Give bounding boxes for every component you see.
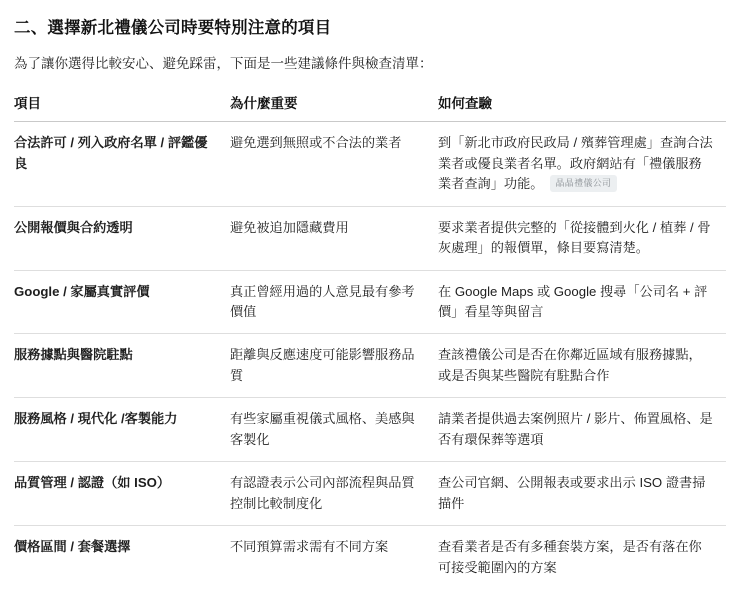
cell-why: 有些家屬重視儀式風格、美感與客製化 <box>230 398 438 462</box>
cell-how: 在 Google Maps 或 Google 搜尋「公司名 + 評價」看星等與留言 <box>438 270 726 334</box>
intro-paragraph: 為了讓你選得比較安心、避免踩雷，下面是一些建議條件與檢查清單： <box>14 56 433 71</box>
cell-how: 查看業者是否有多種套裝方案，是否有落在你可接受範圍內的方案 <box>438 539 702 575</box>
table-body <box>14 122 726 589</box>
table-row <box>14 122 726 206</box>
cell-item: 服務據點與醫院駐點 <box>14 334 230 398</box>
table-row <box>14 526 726 589</box>
cell-item: 合法許可 / 列入政府名單 / 評鑑優良 <box>14 122 230 206</box>
cell-why: 不同預算需求需有不同方案 <box>230 539 389 555</box>
cell-why: 真正曾經用過的人意見最有參考價值 <box>230 270 438 334</box>
cell-how: 要求業者提供完整的「從接體到火化 / 植葬 / 骨灰處理」的報價單，條目要寫清楚。 <box>438 206 726 270</box>
column-header-item: 項目 <box>14 92 230 122</box>
cell-why: 避免被追加隱藏費用 <box>230 206 438 270</box>
cell-item: 公開報價與合約透明 <box>14 206 230 270</box>
page-title: 二、選擇新北禮儀公司時要特別注意的項目 <box>14 19 332 37</box>
cell-why: 距離與反應速度可能影響服務品質 <box>230 334 438 398</box>
table-row <box>14 398 726 462</box>
column-header-why: 為什麼重要 <box>230 92 438 122</box>
cell-how-text: 到「新北市政府民政局 / 殯葬管理處」查詢合法業者或優良業者名單。政府網站有「禮儀服務業者查詢」功能。 <box>438 135 713 192</box>
cell-item: Google / 家屬真實評價 <box>14 270 230 334</box>
cell-why: 有認證表示公司內部流程與品質控制比較制度化 <box>230 462 438 526</box>
checklist-table <box>14 92 726 589</box>
column-header-how: 如何查驗 <box>438 92 726 122</box>
cell-how: 請業者提供過去案例照片 / 影片、佈置風格、是否有環保葬等選項 <box>438 398 726 462</box>
table-head <box>14 92 726 122</box>
table-row <box>14 270 726 334</box>
watermark-badge: 晶晶禮儀公司 <box>550 175 618 192</box>
cell-item: 價格區間 / 套餐選擇 <box>14 539 131 555</box>
table-row <box>14 206 726 270</box>
table-row <box>14 462 726 526</box>
table-header-row <box>14 92 726 122</box>
cell-how: 查公司官網、公開報表或要求出示 ISO 證書掃描件 <box>438 462 726 526</box>
cell-item: 服務風格 / 現代化 /客製能力 <box>14 398 230 462</box>
cell-how <box>438 122 726 206</box>
cell-how: 查該禮儀公司是否在你鄰近區域有服務據點，或是否與某些醫院有駐點合作 <box>438 334 726 398</box>
table-row <box>14 334 726 398</box>
cell-item: 品質管理 / 認證（如 ISO） <box>14 462 230 526</box>
cell-why: 避免選到無照或不合法的業者 <box>230 122 438 206</box>
